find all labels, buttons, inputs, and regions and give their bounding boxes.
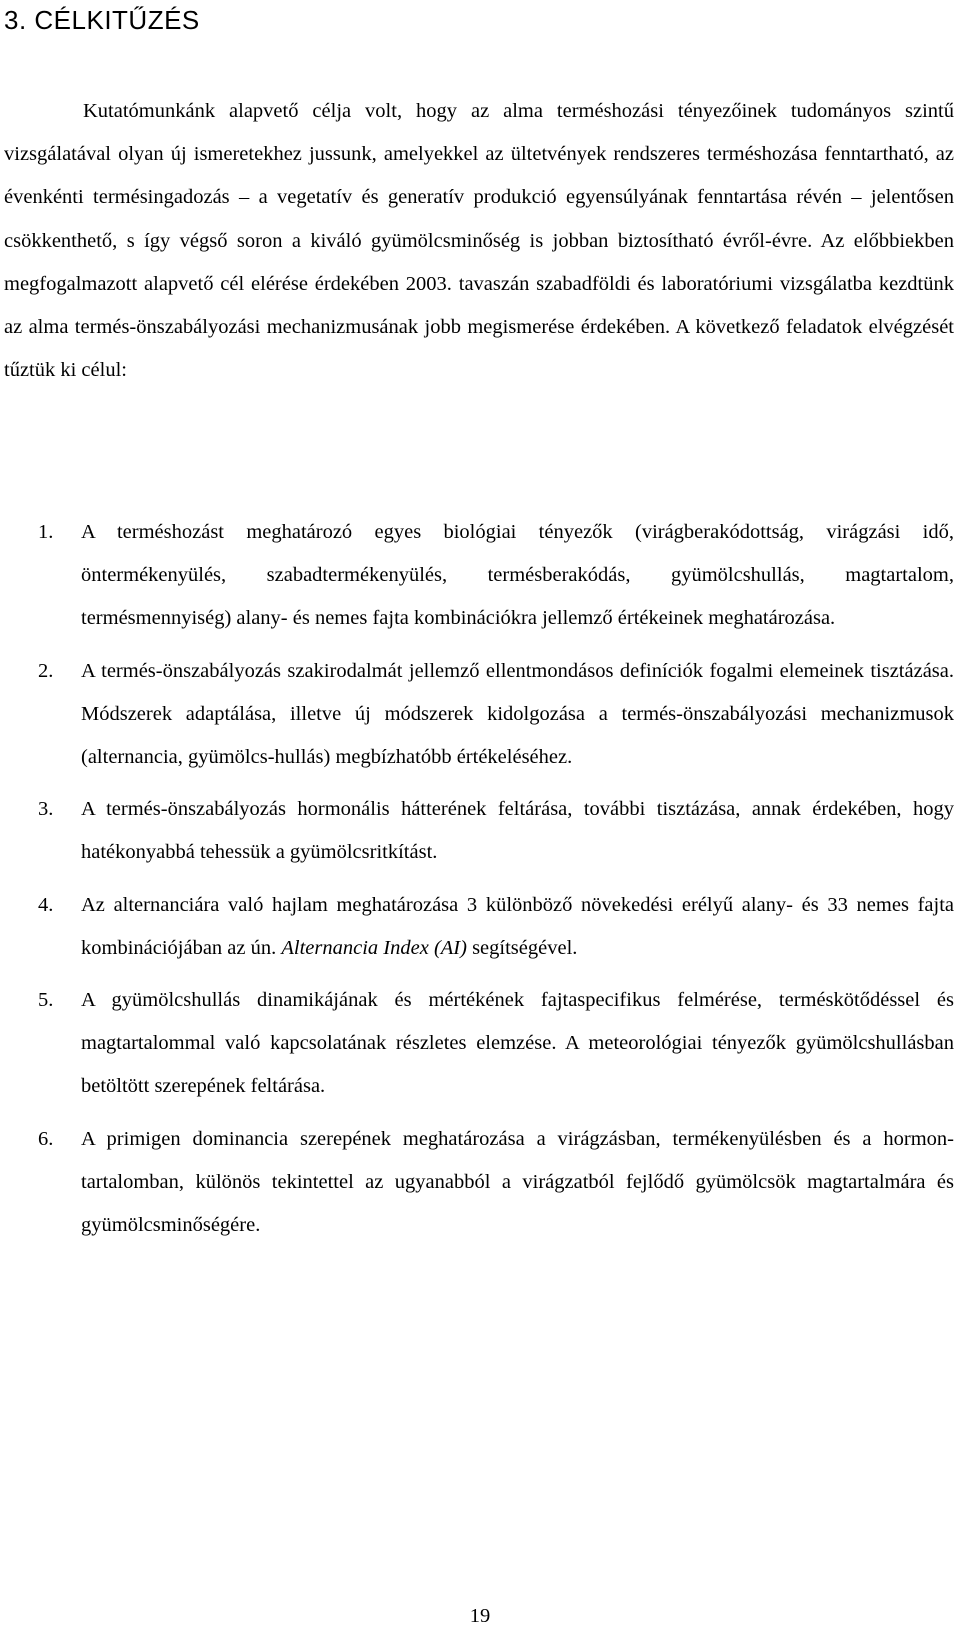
objective-text: A gyümölcshullás dinamikájának és mértékének fajtaspecifikus felmérése, terméskötődéssel és magtartalommal való kapcsolatának részletes elemzése. A meteorológiai tényezők gyümölcshullásban betöltött szerepének feltárása. <box>81 989 954 1098</box>
objective-item <box>38 1118 954 1248</box>
objective-number: 2. <box>38 659 54 682</box>
objective-text: A termés-önszabályozás hormonális hátterének feltárása, további tisztázása, annak érdekében, hogy hatékonyabbá tehessük a gyümölcsritkítást. <box>81 798 954 864</box>
intro-paragraph: Kutatómunkánk alapvető célja volt, hogy az alma terméshozási tényezőinek tudományos szintű vizsgálatával olyan új ismeretekhez jussunk, amelyekkel az ültetvények rendszeres terméshozása fenntartható, az évenkénti termésingadozás – a vegetatív és generatív produkció egyensúlyának fenntartása révén – jelentősen csökkenthető, s így végső soron a kiváló gyümölcsminőség is jobban biztosítható évről-évre. Az előbbiekben megfogalmazott alapvető cél elérése érdekében 2003. tavaszán szabadföldi és laboratóriumi vizsgálatba kezdtünk az alma termés-önszabályozási mechanizmusának jobb megismerése érdekében. A következő feladatok elvégzését tűztük ki célul: <box>4 100 954 382</box>
objective-item <box>38 511 954 641</box>
objective-number: 1. <box>38 521 54 543</box>
objective-number: 4. <box>38 893 54 916</box>
objective-number: 3. <box>38 798 54 821</box>
objective-text-part: Az alternanciára való hajlam meghatározása 3 különböző növekedési erélyű alany- és 33 nemes fajta kombinációjában az ún. <box>81 893 954 959</box>
objective-item <box>38 884 954 970</box>
objective-text: A terméshozást meghatározó egyes biológiai tényezők (virágberakódottság, virágzási idő, öntermékenyülés, szabadtermékenyülés, termésberakódás, gyümölcshullás, magtartalom, termésmennyiség) alany- és nemes fajta kombinációkra jellemző értékeinek meghatározása. <box>81 521 954 630</box>
objective-number: 6. <box>38 1127 54 1150</box>
objective-item <box>38 650 954 780</box>
objective-text-part: segítségével. <box>466 936 578 959</box>
objective-text: A primigen dominancia szerepének meghatározása a virágzásban, termékenyülésben és a hormon-tartalomban, különös tekintettel az ugyanabból a virágzatból fejlődő gyümölcsök magtartalmára és gyümölcsminőségére. <box>81 1127 954 1237</box>
objectives-list <box>38 511 954 1256</box>
objective-text: A termés-önszabályozás szakirodalmát jellemző ellentmondásos definíciók fogalmi elemeinek tisztázása. Módszerek adaptálása, illetve új módszerek kidolgozása a termés-önszabályozási mechanizmusok (alternancia, gyümölcs-hullás) megbízhatóbb értékeléséhez. <box>81 659 954 769</box>
objective-item <box>38 979 954 1109</box>
alternancia-index-term: Alternancia Index (AI) <box>281 936 467 959</box>
section-heading: 3. CÉLKITŰZÉS <box>4 5 200 35</box>
page-number: 19 <box>469 1605 491 1627</box>
objective-item <box>38 788 954 874</box>
objective-number: 5. <box>38 989 54 1012</box>
